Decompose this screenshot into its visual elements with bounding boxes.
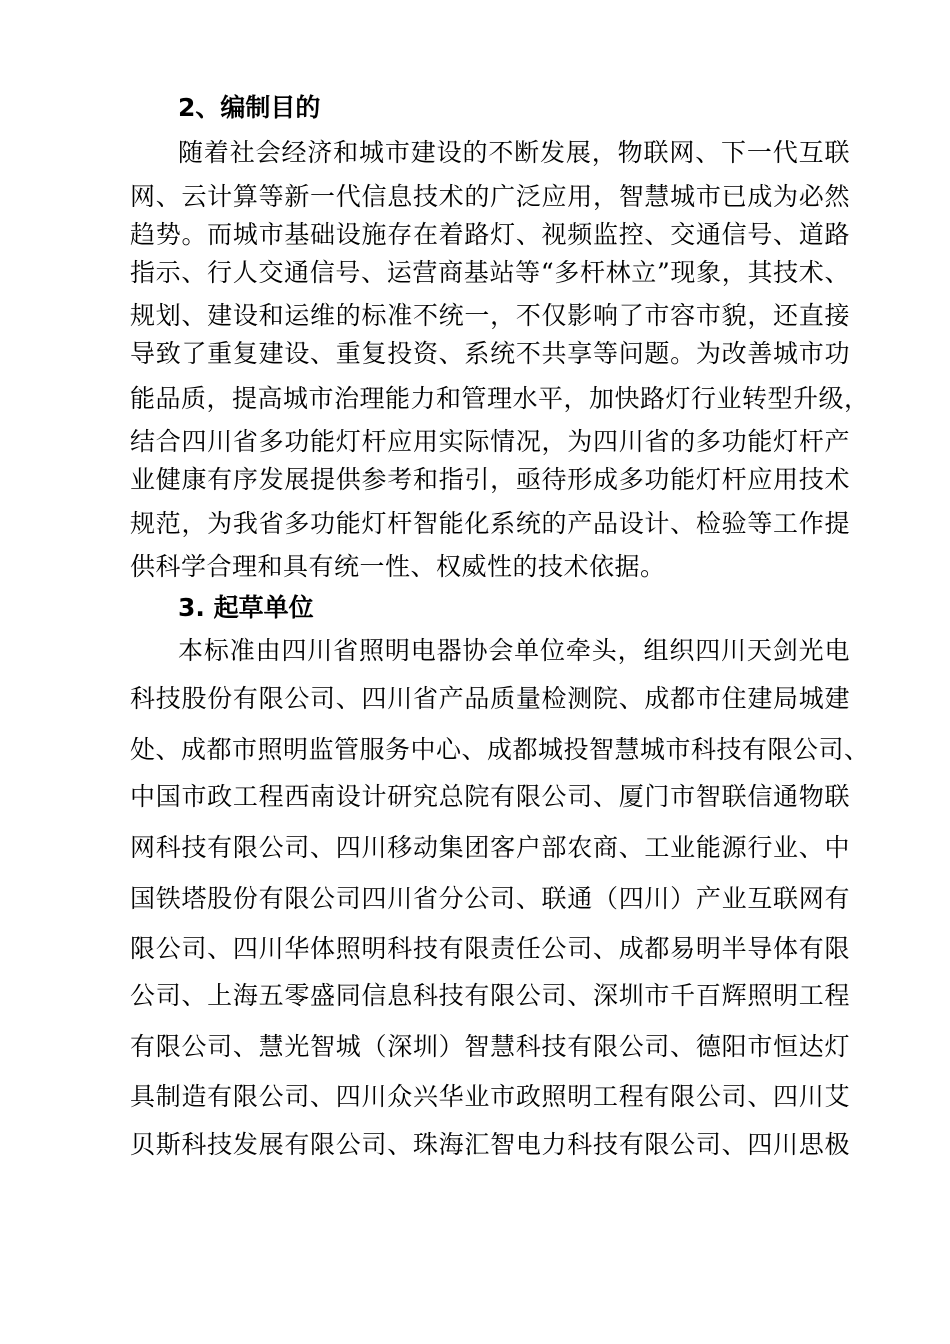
section-3-line: 有限公司、慧光智城（深圳）智慧科技有限公司、德阳市恒达灯 — [130, 1032, 850, 1061]
section-3-line: 公司、上海五零盛同信息科技有限公司、深圳市千百辉照明工程 — [130, 981, 850, 1010]
section-3-line: 网科技有限公司、四川移动集团客户部农商、工业能源行业、中 — [130, 833, 850, 862]
section-2-line: 业健康有序发展提供参考和指引，亟待形成多功能灯杆应用技术 — [130, 465, 850, 494]
section-3-line: 本标准由四川省照明电器协会单位牵头，组织四川天剑光电 — [178, 636, 850, 665]
section-3-line: 中国市政工程西南设计研究总院有限公司、厦门市智联信通物联 — [130, 782, 850, 811]
section-2-line: 导致了重复建设、重复投资、系统不共享等问题。为改善城市功 — [130, 339, 850, 368]
section-2-line: 网、云计算等新一代信息技术的广泛应用，智慧城市已成为必然 — [130, 182, 850, 211]
section-2-line: 结合四川省多功能灯杆应用实际情况，为四川省的多功能灯杆产 — [130, 427, 850, 456]
section-2-line: 随着社会经济和城市建设的不断发展，物联网、下一代互联 — [178, 138, 850, 167]
section-2-line: 规范，为我省多功能灯杆智能化系统的产品设计、检验等工作提 — [130, 509, 850, 538]
section-2-heading: 2、编制目的 — [178, 93, 321, 122]
section-3-line: 国铁塔股份有限公司四川省分公司、联通（四川）产业互联网有 — [130, 884, 850, 913]
section-2-line: 趋势。而城市基础设施存在着路灯、视频监控、交通信号、道路 — [130, 220, 850, 249]
section-2-line: 指示、行人交通信号、运营商基站等“多杆林立”现象，其技术、 — [130, 258, 850, 287]
section-3-line: 贝斯科技发展有限公司、珠海汇智电力科技有限公司、四川思极 — [130, 1130, 850, 1159]
section-2-line: 规划、建设和运维的标准不统一，不仅影响了市容市貌，还直接 — [130, 301, 850, 330]
section-3-line: 处、成都市照明监管服务中心、成都城投智慧城市科技有限公司、 — [130, 735, 870, 764]
section-2-line: 供科学合理和具有统一性、权威性的技术依据。 — [130, 552, 666, 581]
section-3-heading: 3. 起草单位 — [178, 593, 314, 622]
section-3-line: 限公司、四川华体照明科技有限责任公司、成都易明半导体有限 — [130, 934, 850, 963]
section-3-line: 具制造有限公司、四川众兴华业市政照明工程有限公司、四川艾 — [130, 1082, 850, 1111]
section-2-line: 能品质，提高城市治理能力和管理水平，加快路灯行业转型升级， — [130, 384, 870, 413]
section-3-line: 科技股份有限公司、四川省产品质量检测院、成都市住建局城建 — [130, 684, 850, 713]
